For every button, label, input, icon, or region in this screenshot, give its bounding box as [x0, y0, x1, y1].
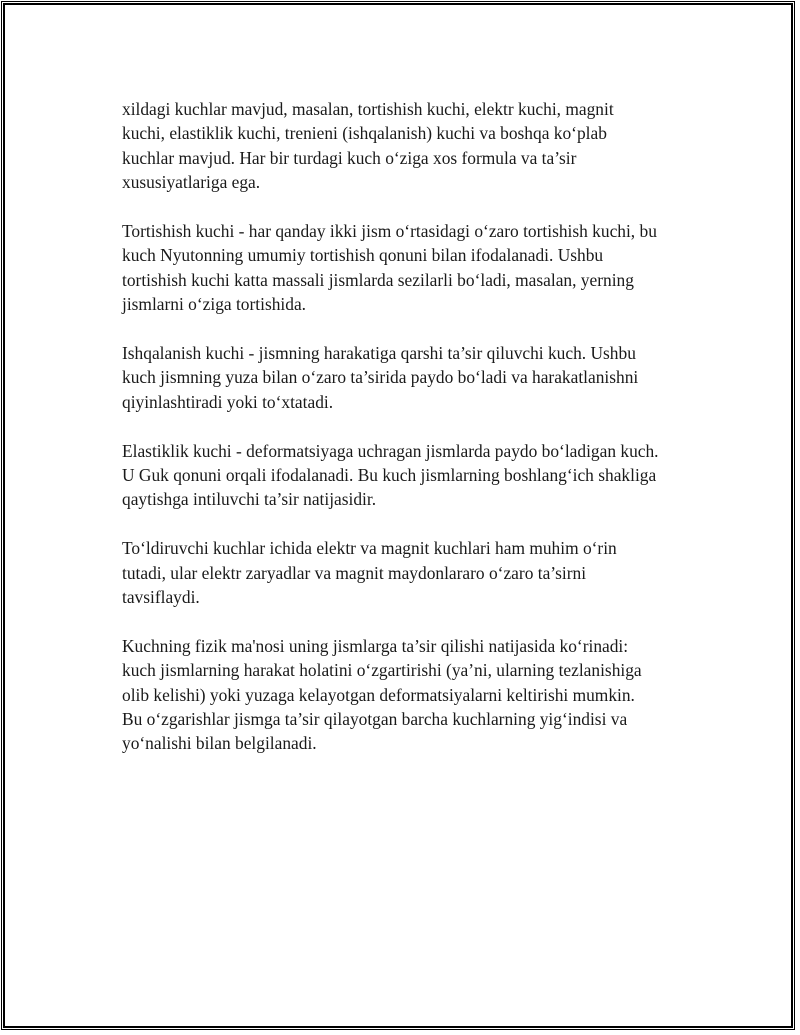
- text-line: Tortishish kuchi - har qanday ikki jism o‘rtasidagi o‘zaro tortishish kuchi, bu: [122, 221, 657, 242]
- text-line: kuch Nyutonning umumiy tortishish qonuni bilan ifodalanadi. Ushbu: [122, 245, 604, 266]
- text-line: kuchi, elastiklik kuchi, trenieni (ishqalanish) kuchi va boshqa ko‘plab: [122, 123, 607, 144]
- text-line: kuch jismlarning harakat holatini o‘zgartirishi (ya’ni, ularning tezlanishiga: [122, 660, 642, 681]
- text-line: Elastiklik kuchi - deformatsiyaga uchragan jismlarda paydo bo‘ladigan kuch.: [122, 440, 659, 461]
- text-line: Ishqalanish kuchi - jismning harakatiga qarshi ta’sir qiluvchi kuch. Ushbu: [122, 343, 636, 364]
- text-line: jismlarni o‘ziga tortishida.: [122, 294, 307, 315]
- text-line: xususiyatlariga ega.: [122, 172, 261, 193]
- page-frame: [3, 3, 793, 1028]
- text-line: xildagi kuchlar mavjud, masalan, tortishish kuchi, elektr kuchi, magnit: [122, 99, 614, 119]
- text-line: U Guk qonuni orqali ifodalanadi. Bu kuch jismlarning boshlang‘ich shakliga: [122, 465, 657, 486]
- paragraph-elasticity: [122, 439, 702, 512]
- text-line: olib kelishi) yoki yuzaga kelayotgan deformatsiyalarni keltirishi mumkin.: [122, 684, 635, 705]
- text-line: Kuchning fizik ma'nosi uning jismlarga ta’sir qilishi natijasida ko‘rinadi:: [122, 635, 629, 656]
- text-line: Bu o‘zgarishlar jismga ta’sir qilayotgan barcha kuchlarning yig‘indisi va: [122, 709, 628, 730]
- text-line: kuch jismning yuza bilan o‘zaro ta’sirida paydo bo‘ladi va harakatlanishni: [122, 367, 639, 388]
- text-line: tortishish kuchi katta massali jismlarda sezilarli bo‘ladi, masalan, yerning: [122, 269, 634, 290]
- paragraph-gravity: [122, 219, 702, 317]
- document-body: [122, 97, 702, 780]
- paragraph-force-types: [122, 97, 702, 195]
- text-line: To‘ldiruvchi kuchlar ichida elektr va magnit kuchlari ham muhim o‘rin: [122, 538, 617, 559]
- paragraph-physical-meaning: [122, 634, 702, 756]
- text-line: tavsiflaydi.: [122, 587, 200, 608]
- text-line: tutadi, ular elektr zaryadlar va magnit maydonlararo o‘zaro ta’sirni: [122, 562, 587, 583]
- paragraph-electromagnetic: [122, 536, 702, 609]
- text-line: qiyinlashtiradi yoki to‘xtatadi.: [122, 391, 334, 412]
- text-line: kuchlar mavjud. Har bir turdagi kuch o‘ziga xos formula va ta’sir: [122, 147, 577, 168]
- paragraph-friction: [122, 341, 702, 414]
- text-line: yo‘nalishi bilan belgilanadi.: [122, 733, 317, 754]
- text-line: qaytishga intiluvchi ta’sir natijasidir.: [122, 489, 377, 510]
